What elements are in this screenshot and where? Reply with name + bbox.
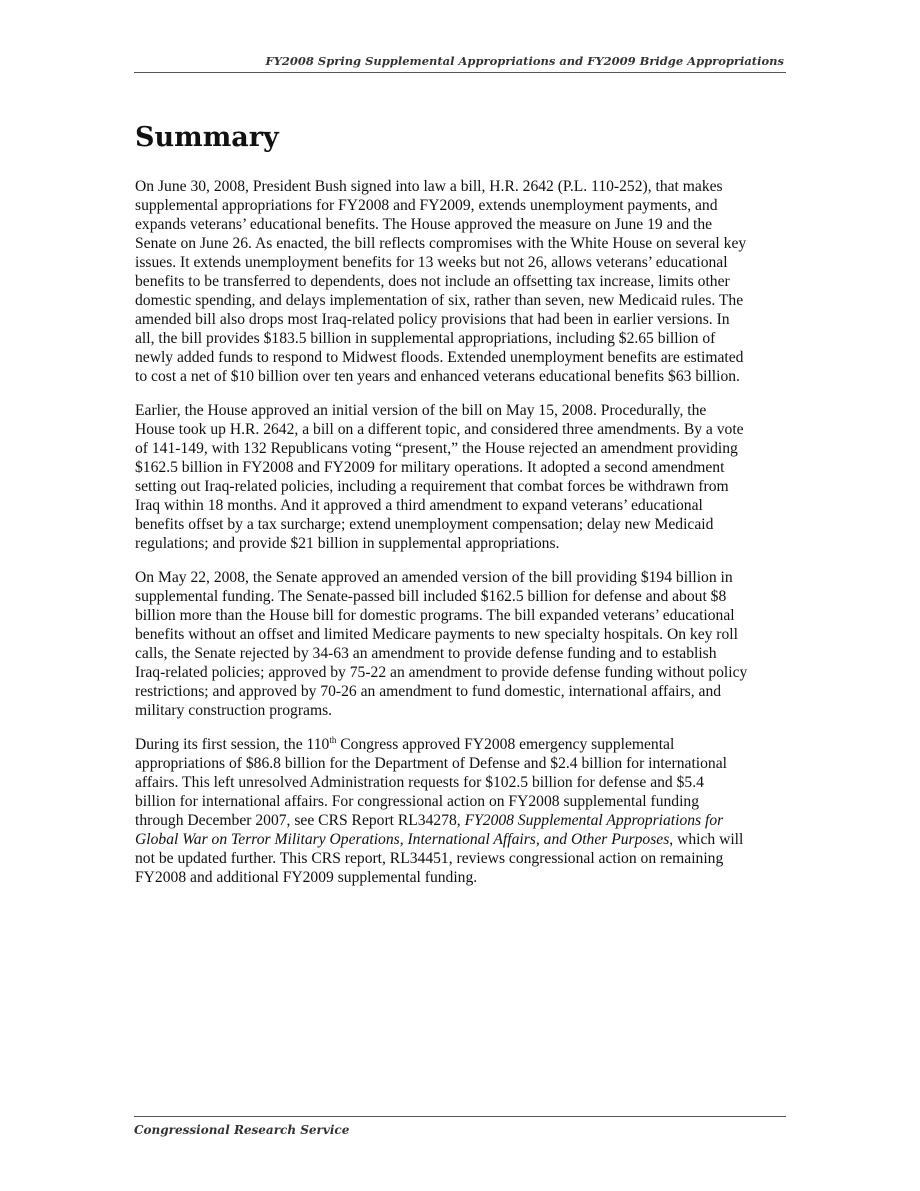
ordinal-suffix: th	[329, 735, 337, 745]
paragraph-senate-action: On May 22, 2008, the Senate approved an amended version of the bill providing $194 billion in supplemental funding. The Senate-passed bill included $162.5 billion for defense and about $8 billion more than the House bill for domestic programs. The bill expanded veterans’ educational benefits without an offset and limited Medicare payments to new specialty hospitals. On key roll calls, the Senate rejected by 34-63 an amendment to provide defense funding and to establish Iraq-related policies; approved by 75-22 an amendment to provide defense funding without policy restrictions; and approved by 70-26 an amendment to fund domestic, international affairs, and military construction programs.	[135, 569, 748, 719]
section-title: Summary	[135, 122, 279, 153]
cited-report-title: FY2008 Supplemental Appropriations for Global War on Terror Military Operations, International Affairs, and Other Purposes	[135, 812, 724, 848]
paragraph-first-session-text: Congress approved FY2008 emergency supplemental appropriations of $86.8 billion for the Department of Defense and $2.4 billion for international affairs. This left unresolved Administration requests for $102.5 billion for defense and $5.4 billion for international affairs. For congressional action on FY2008 supplemental funding through December 2007, see CRS Report RL34278,	[135, 736, 727, 829]
paragraph-house-action: Earlier, the House approved an initial version of the bill on May 15, 2008. Procedurally, the House took up H.R. 2642, a bill on a different topic, and considered three amendments. By a vote of 141-149, with 132 Republicans voting “present,” the House rejected an amendment providing $162.5 billion in FY2008 and FY2009 for military operations. It adopted a second amendment setting out Iraq-related policies, including a requirement that combat forces be withdrawn from Iraq within 18 months. And it approved a third amendment to expand veterans’ educational benefits offset by a tax surcharge; extend unemployment compensation; delay new Medicaid regulations; and provide $21 billion in supplemental appropriations.	[135, 402, 744, 552]
paragraph-first-session-lead: During its first session, the 110	[135, 736, 330, 753]
footer-organization: Congressional Research Service	[134, 1123, 350, 1137]
running-footer	[134, 1116, 786, 1139]
paragraph-enactment: On June 30, 2008, President Bush signed into law a bill, H.R. 2642 (P.L. 110-252), that makes supplemental appropriations for FY2008 and FY2009, extends unemployment payments, and expands veterans’ educational benefits. The House approved the measure on June 19 and the Senate on June 26. As enacted, the bill reflects compromises with the White House on several key issues. It extends unemployment benefits for 13 weeks but not 26, allows veterans’ educational benefits to be transferred to dependents, does not include an offsetting tax increase, limits other domestic spending, and delays implementation of six, rather than seven, new Medicaid rules. The amended bill also drops most Iraq-related policy provisions that had been in earlier versions. In all, the bill provides $183.5 billion in supplemental appropriations, including $2.65 billion of newly added funds to respond to Midwest floods. Extended unemployment benefits are estimated to cost a net of $10 billion over ten years and enhanced veterans educational benefits $63 billion.	[135, 178, 747, 385]
paragraph-first-session	[135, 735, 787, 887]
running-header-title: FY2008 Spring Supplemental Appropriations and FY2009 Bridge Appropriations	[265, 54, 784, 68]
paragraph-first-session-tail: , which will not be updated further. This CRS report, RL34451, reviews congressional action on remaining FY2008 and additional FY2009 supplemental funding.	[135, 831, 744, 886]
running-header	[134, 54, 786, 73]
summary-body	[135, 177, 787, 902]
